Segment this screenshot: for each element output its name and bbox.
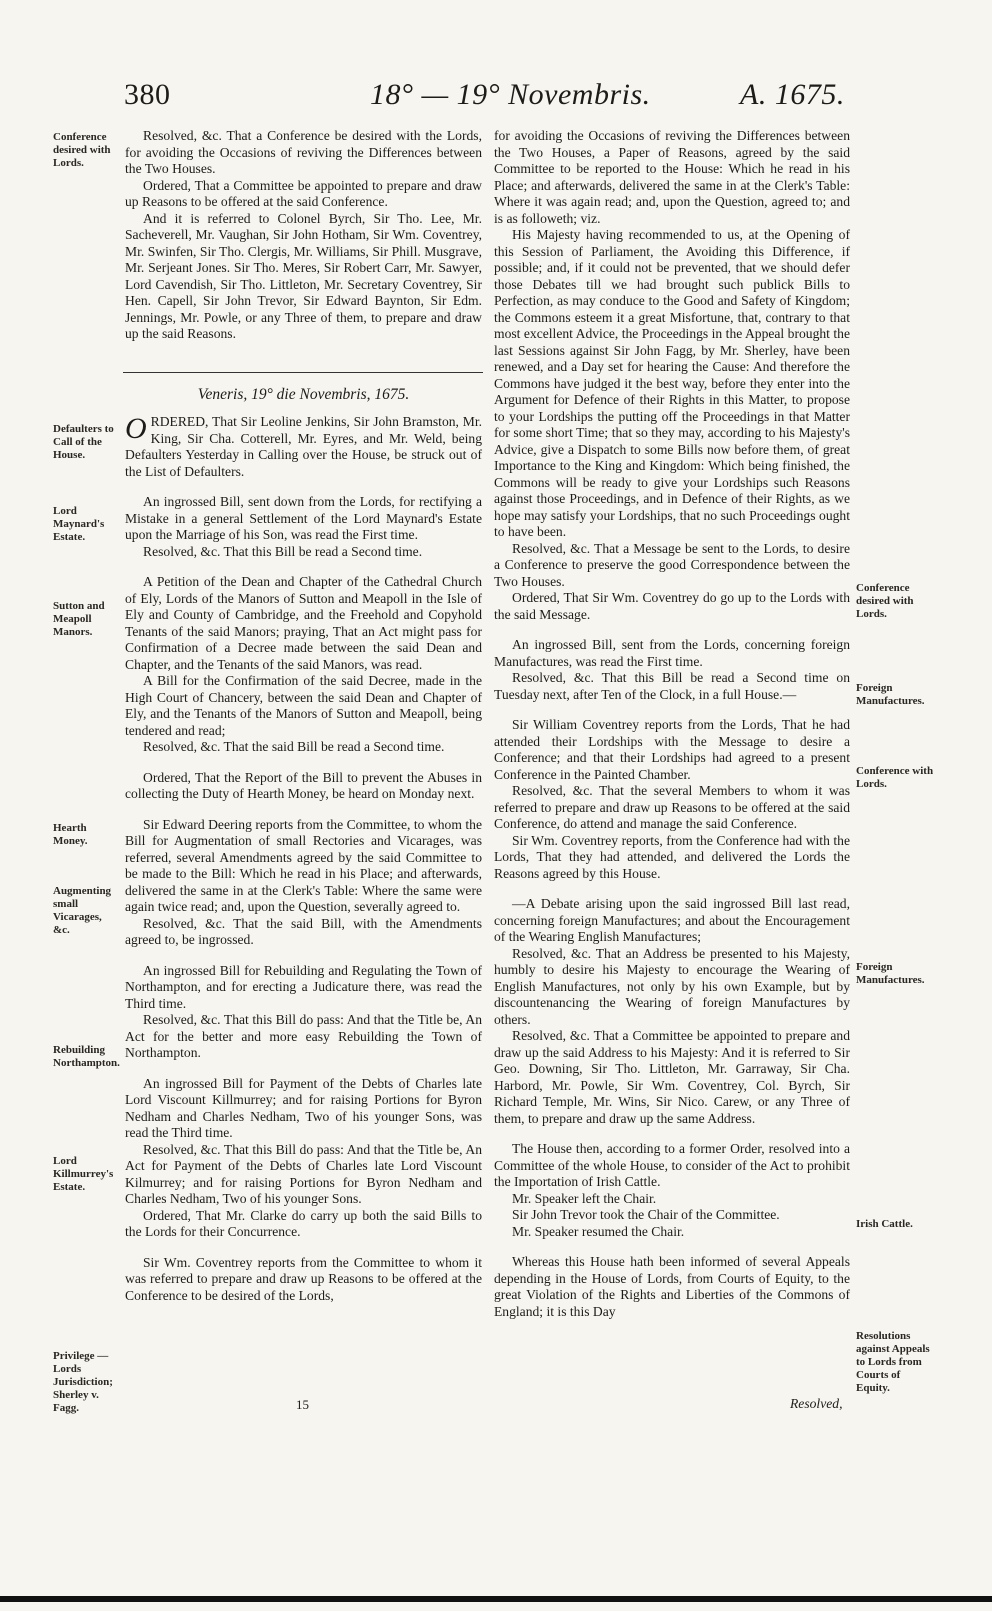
paragraph: Ordered, That Mr. Clarke do carry up both the said Bills to the Lords for their Concurrence. (125, 1207, 482, 1239)
paragraph: Sir Wm. Coventrey reports, from the Conference had with the Lords, That they had attended, and delivered the Lords the Reasons agreed by this House. (494, 832, 850, 881)
paragraph: A Bill for the Confirmation of the said Decree, made in the High Court of Chancery, between the said Dean and Chapter of Ely, and the Tenants of the Manors of Sutton and Meapoll, being tendered and read; (125, 673, 482, 738)
paragraph: Resolved, &c. That an Address be presented to his Majesty, humbly to desire his Majesty to encourage the Wearing of English Manufactures, not only by his own Example, but by discountenancing the Wearing of foreign Manufactures by others. (494, 945, 850, 1027)
paragraph: A Petition of the Dean and Chapter of the Cathedral Church of Ely, Lords of the Manors of Sutton and Meapoll in the Isle of Ely and County of Cambridge, and the Freehold and Copyhold Tenants of the said Manors; praying, That an Act might pass for Confirmation of a Decree made between the said Dean and Chapter, and the Tenants of the said Manors, was read. (125, 574, 482, 672)
paragraph: for avoiding the Occasions of reviving the Differences between the Two Houses, a Paper of Reasons, agreed by the said Committee to be reported to the House: Which he read in his Place; and afterwards, delivered the same in at the Clerk's Table: Where it was again read; and, upon the Question, agreed to; and is as followeth; viz. (494, 128, 850, 226)
margin-note: Resolutions against Appeals to Lords from Courts of Equity. (856, 1330, 930, 1394)
margin-note: Defaulters to Call of the House. (53, 423, 114, 461)
margin-note: Augmenting small Vicarages, &c. (53, 885, 112, 936)
paragraph: Ordered, That the Report of the Bill to prevent the Abuses in collecting the Duty of Hearth Money, be heard on Monday next. (125, 769, 482, 801)
paragraph: An ingrossed Bill for Payment of the Debts of Charles late Lord Viscount Killmurrey; and for raising Portions for Byron Nedham and Charles Nedham, Two of his younger Sons, was read the Third time. (125, 1075, 482, 1140)
paragraph: Sir Edward Deering reports from the Committee, to whom the Bill for Augmentation of small Rectories and Vicarages, was referred, several Amendments agreed by the said Committee to be made to the Bill: Which he read in his Place; and afterwards, delivered the same in at the Clerk's Table: Where the same were again twice read; and, upon the Question, severally agreed to. (125, 816, 482, 914)
paragraph: —A Debate arising upon the said ingrossed Bill last read, concerning foreign Manufactures; and about the Encouragement of the Wearing English Manufactures; (494, 896, 850, 944)
right-column (494, 128, 850, 1320)
paragraph: Whereas this House hath been informed of several Appeals depending in the House of Lords, from Courts of Equity, to the great Violation of the Rights and Liberties of the Commons of England; it is this Day (494, 1254, 850, 1319)
margin-note: Lord Maynard's Estate. (53, 505, 105, 543)
paragraph: Resolved, &c. That this Bill do pass: And that the Title be, An Act for the better and more easy Rebuilding the Town of Northampton. (125, 1012, 482, 1060)
paragraph: An ingrossed Bill, sent from the Lords, concerning foreign Manufactures, was read the First time. (494, 637, 850, 669)
paragraph: Mr. Speaker left the Chair. (512, 1190, 657, 1206)
paragraph: Resolved, &c. That this Bill do pass: And that the Title be, An Act for Payment of the Debts of Charles late Lord Viscount Kilmurrey; and for raising Portions for Byron Nedham and Charles Nedham, Two of his younger Sons. (125, 1141, 482, 1206)
paragraph: Resolved, &c. That the several Members to whom it was referred to prepare and draw up Reasons to be offered at the said Conference, do attend and manage the said Conference. (494, 783, 850, 831)
margin-note: Foreign Manufactures. (856, 682, 925, 707)
paragraph: An ingrossed Bill, sent down from the Lords, for rectifying a Mistake in a general Settlement of the Lord Maynard's Estate upon the Marriage of his Son, was read the First time. (125, 494, 482, 542)
paragraph: Resolved, &c. That the said Bill, with the Amendments agreed to, be ingrossed. (125, 915, 482, 947)
paragraph: Sir John Trevor took the Chair of the Committee. (512, 1207, 780, 1222)
margin-note: Sutton and Meapoll Manors. (53, 600, 105, 638)
paragraph: Ordered, That Sir Wm. Coventrey do go up to the Lords with the said Message. (494, 590, 850, 622)
paragraph: Resolved, &c. That a Conference be desired with the Lords, for avoiding the Occasions of reviving the Differences between the Two Houses. (125, 128, 482, 176)
margin-note: Hearth Money. (53, 822, 88, 847)
margin-note: Conference desired with Lords. (53, 131, 111, 169)
margin-note: Rebuilding Northampton. (53, 1044, 120, 1069)
section-rule (123, 372, 483, 373)
page-number: 380 (124, 78, 171, 111)
paragraph: An ingrossed Bill for Rebuilding and Regulating the Town of Northampton, and for erecting a Judicature there, was read the Third time. (125, 962, 482, 1011)
paragraph: Resolved, &c. That a Committee be appointed to prepare and draw up the said Address to his Majesty: And it is referred to Sir Geo. Downing, Sir Tho. Littleton, Mr. Garraway, Sir Cha. Harbord, Mr. Powle, Sir Wm. Coventrey, Col. Byrch, Sir Richard Temple, Mr. Wins, Sir Nico. Carew, or any Three of them, to prepare and draw up the same Address. (494, 1028, 850, 1126)
margin-note: Irish Cattle. (856, 1218, 913, 1230)
scan-edge (0, 1596, 992, 1602)
dateline: Veneris, 19° die Novembris, 1675. (197, 386, 410, 403)
paragraph: Mr. Speaker resumed the Chair. (512, 1223, 685, 1239)
signature-mark: 15 (296, 1397, 309, 1412)
paragraph: His Majesty having recommended to us, at the Opening of this Session of Parliament, the Avoiding this Difference, if possible; and, if it could not be prevented, that we should defer those Debates till we had brought such publick Bills to Perfection, as may conduce to the Good and Safety of Kingdom; the Commons esteem it a great Misfortune, that, contrary to that most excellent Advice, the Proceedings in the Appeal brought the last Sessions against Sir John Fagg, by Mr. Sherley, have been renewed, and a Day set for hearing the Cause: And therefore the Commons have judged it the best way, before they enter into the Argument for Defence of their Rights in this Matter, to propose to your Lordships the putting off the Proceedings in that Matter for some short Time; that so they may, according to his Majesty's Advice, give a Dispatch to some Bills now before them, of great Importance to the King and Kingdom: Which being finished, the Commons will be ready to give your Lordships such Reasons against those Proceedings, and in Defence of their Rights, as we hope may satisfy your Lordships, that no such Proceedings ought to have been. (494, 227, 850, 539)
paragraph: Resolved, &c. That this Bill be read a Second time. (143, 543, 423, 559)
paragraph: Sir William Coventrey reports from the Lords, That he had attended their Lordships with the Message to desire a Conference; and that their Lordships had agreed to a present Conference in the Painted Chamber. (494, 717, 850, 782)
paragraph: The House then, according to a former Order, resolved into a Committee of the whole House, to consider of the Act to prohibit the Importation of Irish Cattle. (494, 1141, 850, 1189)
paragraph: And it is referred to Colonel Byrch, Sir Tho. Lee, Mr. Sacheverell, Mr. Vaughan, Sir John Hotham, Sir Wm. Coventrey, Mr. Swinfen, Sir Tho. Clergis, Mr. Williams, Sir Phill. Musgrave, Mr. Serjeant Jones. Sir Tho. Meres, Sir Robert Carr, Mr. Sawyer, Lord Cavendish, Sir Tho. Littleton, Mr. Secretary Coventrey, Sir Hen. Capell, Sir John Trevor, Sir Edward Baynton, Sir Edm. Jennings, Mr. Powle, or any Three of them, to prepare and draw up the said Reasons. (125, 210, 482, 341)
paragraph: ORDERED, That Sir Leoline Jenkins, Sir John Bramston, Mr. King, Sir Cha. Cotterell, Mr. Eyres, and Mr. Weld, being Defaulters Yesterday in Calling over the House, be struck out of the List of Defaulters. (125, 412, 482, 479)
paragraph: Ordered, That a Committee be appointed to prepare and draw up Reasons to be offered at the said Conference. (125, 177, 482, 209)
margin-note: Conference desired with Lords. (856, 582, 914, 620)
paragraph: Resolved, &c. That this Bill be read a Second time on Tuesday next, after Ten of the Clock, in a full House.— (494, 670, 850, 702)
margin-note: Lord Killmurrey's Estate. (53, 1155, 114, 1193)
margin-note: Foreign Manufactures. (856, 961, 925, 986)
paragraph: Resolved, &c. That a Message be sent to the Lords, to desire a Conference to preserve the good Correspondence between the Two Houses. (494, 540, 850, 589)
margin-note: Privilege — Lords Jurisdiction; Sherley v. Fagg. (53, 1350, 113, 1414)
paragraph: Sir Wm. Coventrey reports from the Committee to whom it was referred to prepare and draw up Reasons to be offered at the Conference to be desired of the Lords, (125, 1254, 482, 1303)
paragraph: Resolved, &c. That the said Bill be read a Second time. (143, 739, 445, 754)
header-year: A. 1675. (740, 78, 845, 111)
catchword: Resolved, (790, 1396, 843, 1411)
header-dates: 18° — 19° Novembris. (370, 78, 651, 111)
drop-cap: O (125, 412, 147, 445)
left-column-main (125, 414, 482, 1304)
margin-note: Conference with Lords. (856, 765, 934, 790)
left-column-top (125, 128, 482, 343)
